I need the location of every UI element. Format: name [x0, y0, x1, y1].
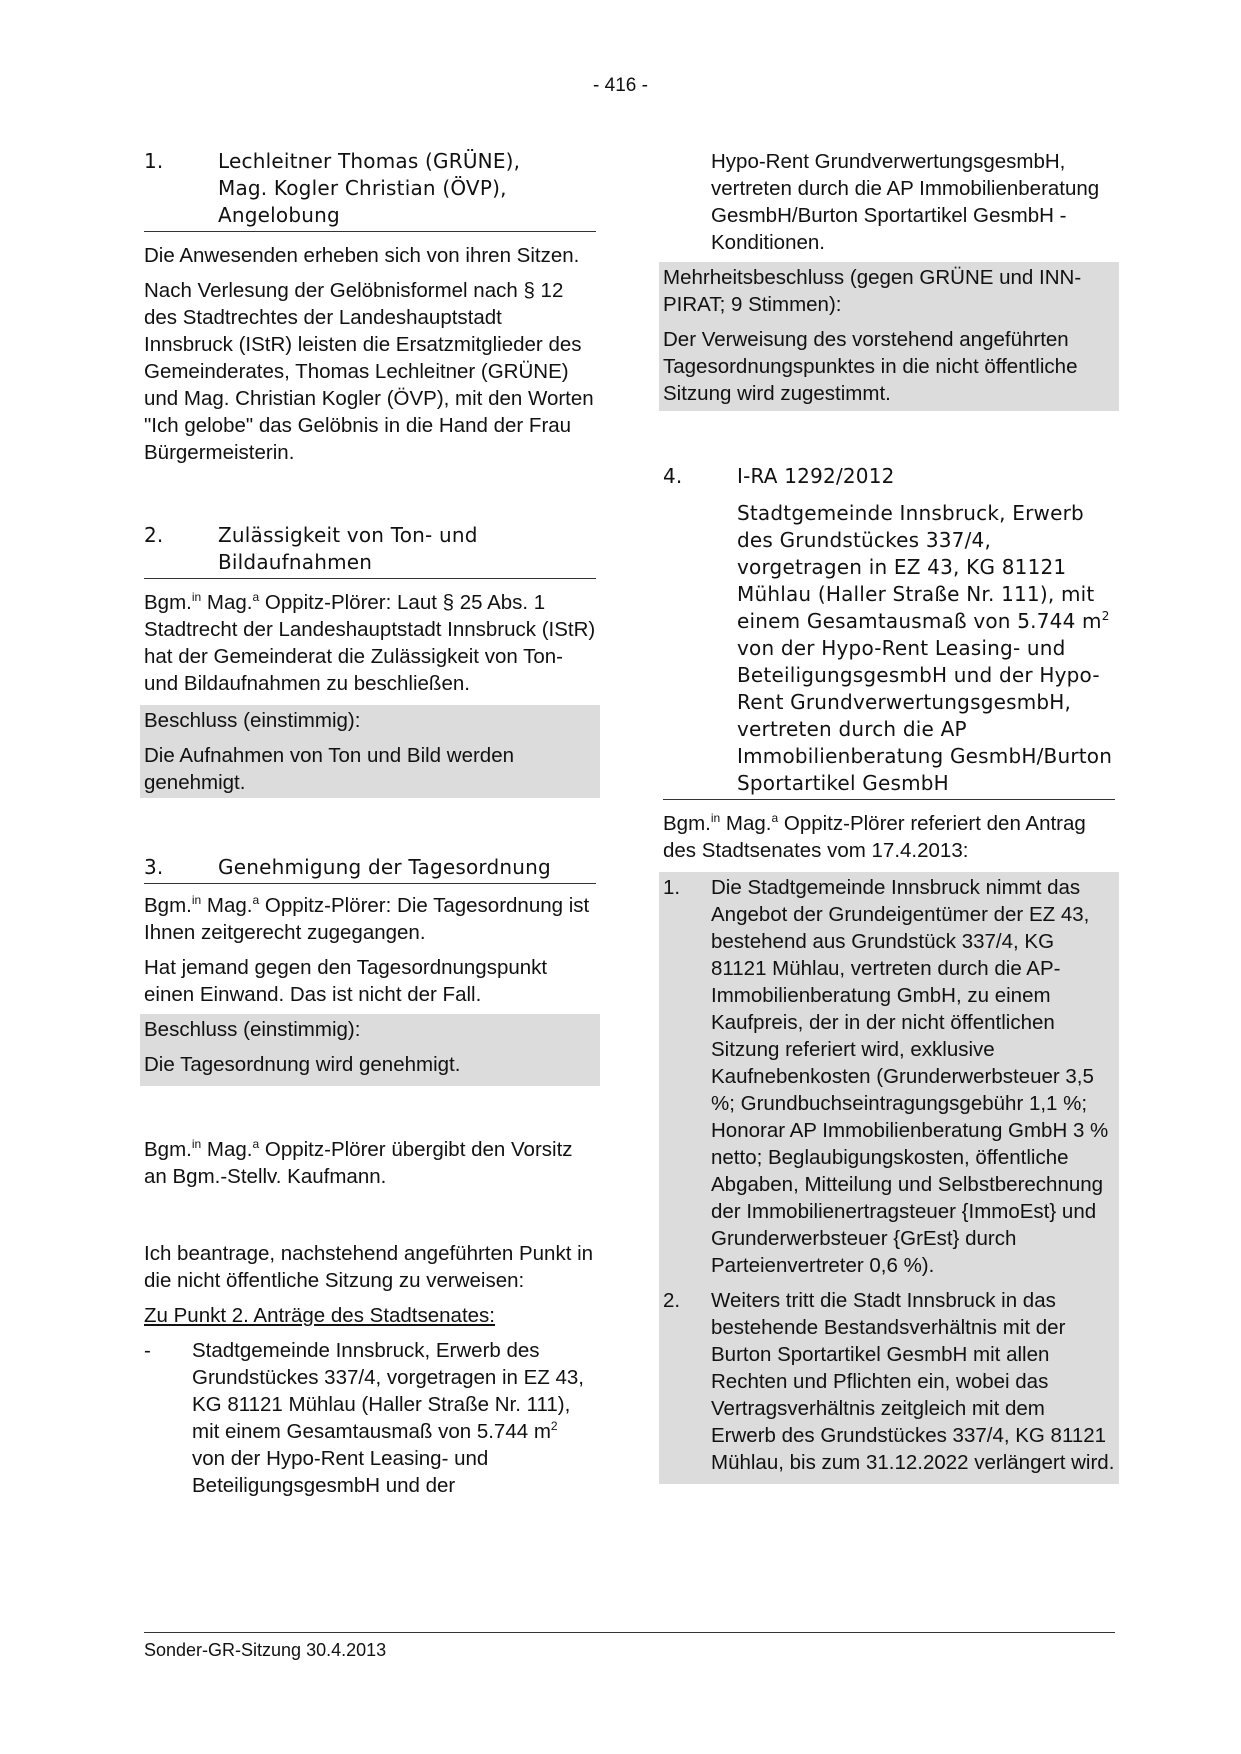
paragraph: Die Anwesenden erheben sich von ihren Sitzen. — [144, 244, 580, 267]
resolution-label: Beschluss (einstimmig): — [144, 1018, 361, 1041]
section-title: Stadtgemeinde Innsbruck, Erwerb des Grundstückes 337/4, vorgetragen in EZ 43, KG 81121 Mühlau (Haller Straße Nr. 111), mit einem Gesamtausmaß von 5.744 $m^2$ von der Hypo-Rent Leasing- und BeteiligungsgesmbH und der Hypo-Rent GrundverwertungsgesmbH, vertreten durch die AP Immobilienberatung GesmbH/Burton Sportartikel GesmbH — [663, 500, 1115, 800]
speaker-paragraph: Bgm.$^{in}$ Mag.$^a$ Oppitz-Plörer: Die Tagesordnung ist Ihnen zeitgerecht zugegangen. — [144, 893, 590, 944]
resolution-label: Mehrheitsbeschluss (gegen GRÜNE und INN-PIRAT; 9 Stimmen): — [663, 266, 1082, 316]
resolution-text: Die Tagesordnung wird genehmigt. — [144, 1053, 461, 1076]
section-1-heading — [144, 148, 596, 232]
section-2-heading — [144, 522, 596, 579]
left-column — [144, 148, 596, 1499]
handover-paragraph: Bgm.$^{in}$ Mag.$^a$ Oppitz-Plörer übergibt den Vorsitz an Bgm.-Stellv. Kaufmann. — [144, 1137, 573, 1188]
resolution-text: Der Verweisung des vorstehend angeführten Tagesordnungspunktes in die nicht öffentliche Sitzung wird zugestimmt. — [663, 328, 1078, 405]
item-number: 2. — [663, 1289, 681, 1312]
section-title: Lechleitner Thomas (GRÜNE), Mag. Kogler Christian (ÖVP), Angelobung — [218, 149, 521, 227]
page-number: - 416 - — [593, 75, 648, 96]
section-4-heading — [663, 463, 1115, 492]
dash-mark: - — [144, 1339, 151, 1362]
paragraph: Hat jemand gegen den Tagesordnungspunkt einen Einwand. Das ist nicht der Fall. — [144, 956, 548, 1006]
section-number: 2. — [144, 523, 164, 547]
list-item — [144, 1337, 596, 1499]
speaker-paragraph: Bgm.$^{in}$ Mag.$^a$ Oppitz-Plörer: Laut § 25 Abs. 1 Stadtrecht der Landeshauptstadt Innsbruck (IStR) hat der Gemeinderat die Zulässigkeit von Ton- und Bildaufnahmen zu beschließen. — [144, 590, 596, 695]
section-number: 4. — [663, 464, 683, 488]
item-text: Weiters tritt die Stadt Innsbruck in das bestehende Bestandsverhältnis mit der Burton Sportartikel GesmbH mit allen Rechten und Pflichten ein, wobei das Vertragsverhältnis zeitgleich mit dem Erwerb des Grundstückes 337/4, KG 81121 Mühlau, bis zum 31.12.2022 verlängert wird. — [711, 1289, 1115, 1474]
request-paragraph: Ich beantrage, nachstehend angeführten Punkt in die nicht öffentliche Sitzung zu verweisen: — [144, 1242, 594, 1292]
resolution-box — [140, 705, 600, 798]
resolution-label: Beschluss (einstimmig): — [144, 709, 361, 732]
majority-resolution-box — [659, 262, 1119, 411]
section-number: 1. — [144, 149, 164, 173]
subheading: Zu Punkt 2. Anträge des Stadtsenates: — [144, 1304, 496, 1327]
section-number: 3. — [144, 855, 164, 879]
list-item-text: Stadtgemeinde Innsbruck, Erwerb des Grundstückes 337/4, vorgetragen in EZ 43, KG 81121 Mühlau (Haller Straße Nr. 111), mit einem Gesamtausmaß von 5.744 $m^2$ von der Hypo-Rent Leasing- und BeteiligungsgesmbH und der — [192, 1339, 585, 1497]
item-number: 1. — [663, 876, 681, 899]
right-column — [663, 148, 1115, 1484]
section-3-heading — [144, 854, 596, 884]
footer: Sonder-GR-Sitzung 30.4.2013 — [144, 1632, 1115, 1664]
speaker-paragraph: Bgm.$^{in}$ Mag.$^a$ Oppitz-Plörer referiert den Antrag des Stadtsenates vom 17.4.2013: — [663, 811, 1086, 862]
paragraph: Nach Verlesung der Gelöbnisformel nach § 12 des Stadtrechtes der Landeshauptstadt Innsbruck (IStR) leisten die Ersatzmitglieder des Gemeinderates, Thomas Lechleitner (GRÜNE) und Mag. Christian Kogler (ÖVP), mit den Worten "Ich gelobe" das Gelöbnis in die Hand der Frau Bürgermeisterin. — [144, 279, 594, 464]
list-item — [663, 1287, 1115, 1482]
proposal-box — [659, 872, 1119, 1484]
section-title: Genehmigung der Tagesordnung — [218, 855, 551, 879]
resolution-box — [140, 1014, 600, 1086]
list-item — [663, 874, 1115, 1279]
continuation-text: Hypo-Rent GrundverwertungsgesmbH, vertreten durch die AP Immobilienberatung GesmbH/Burton Sportartikel GesmbH - Konditionen. — [711, 150, 1100, 254]
item-text: Die Stadtgemeinde Innsbruck nimmt das Angebot der Grundeigentümer der EZ 43, bestehend aus Grundstück 337/4, KG 81121 Mühlau, vertreten durch die AP-Immobilienberatung GmbH, zu einem Kaufpreis, der in der nicht öffentlichen Sitzung referiert wird, exklusive Kaufnebenkosten (Grunderwerbsteuer 3,5 %; Grundbuchseintragungsgebühr 1,1 %; Honorar AP Immobilienberatung GmbH 3 % netto; Beglaubigungskosten, öffentliche Abgaben, Mitteilung und Selbstberechnung der Immobilienertragsteuer {ImmoEst} und Grunderwerbsteuer {GrEst} durch Parteienvertreter 0,6 %). — [711, 876, 1109, 1277]
section-reference: I-RA 1292/2012 — [737, 464, 895, 488]
section-title: Zulässigkeit von Ton- und Bildaufnahmen — [218, 523, 478, 574]
resolution-text: Die Aufnahmen von Ton und Bild werden genehmigt. — [144, 744, 515, 794]
